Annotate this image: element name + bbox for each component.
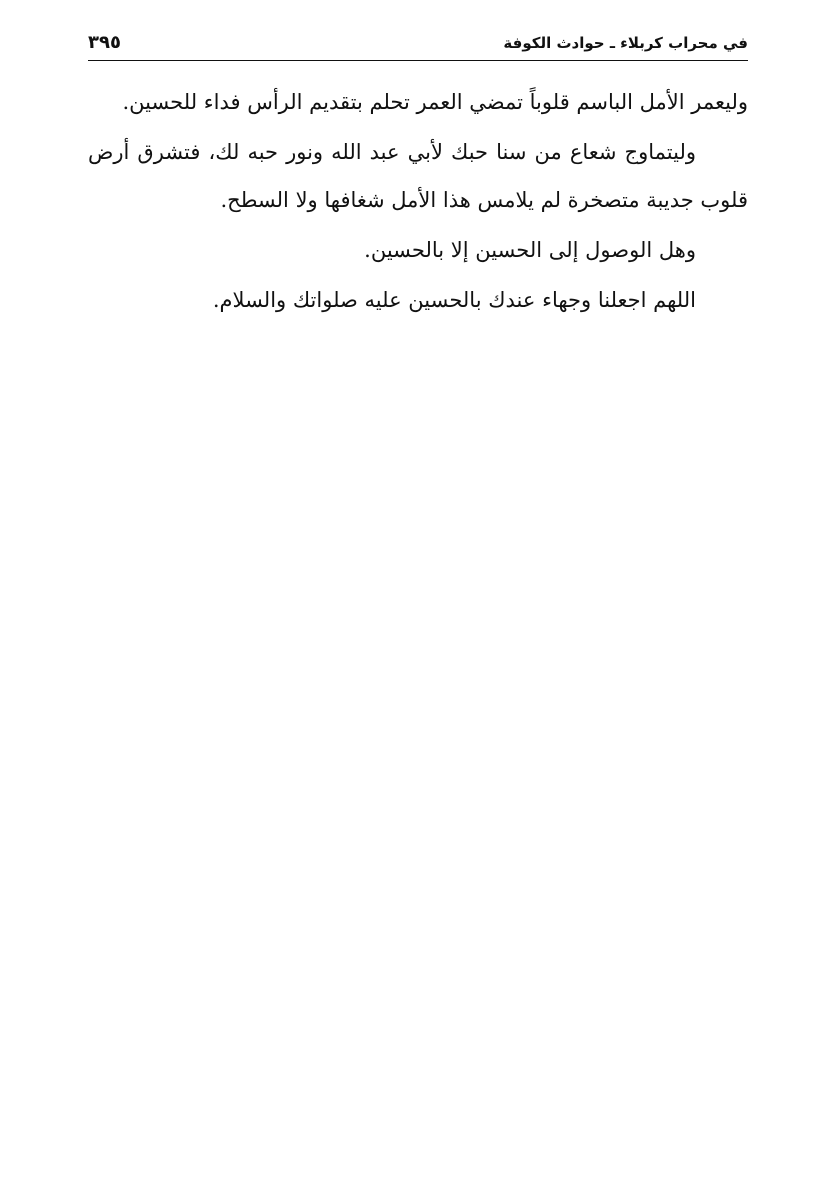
header-divider [88,60,748,61]
running-header [88,28,748,62]
paragraph-3: وهل الوصول إلى الحسين إلا بالحسين. [364,238,696,262]
page-number: ٣٩٥ [88,32,121,53]
paragraph-1: وليعمر الأمل الباسم قلوباً تمضي العمر تحلم بتقديم الرأس فداء للحسين. [122,90,748,114]
paragraph-2: وليتماوج شعاع من سنا حبك لأبي عبد الله ونور حبه لك، فتشرق أرض قلوب جديبة متصخرة لم يلامس هذا الأمل شغافها ولا السطح. [88,140,748,212]
header-title: في محراب كربلاء ـ حوادث الكوفة [503,34,748,52]
paragraph-4: اللهم اجعلنا وجهاء عندك بالحسين عليه صلواتك والسلام. [212,288,696,312]
body-text [88,78,748,324]
